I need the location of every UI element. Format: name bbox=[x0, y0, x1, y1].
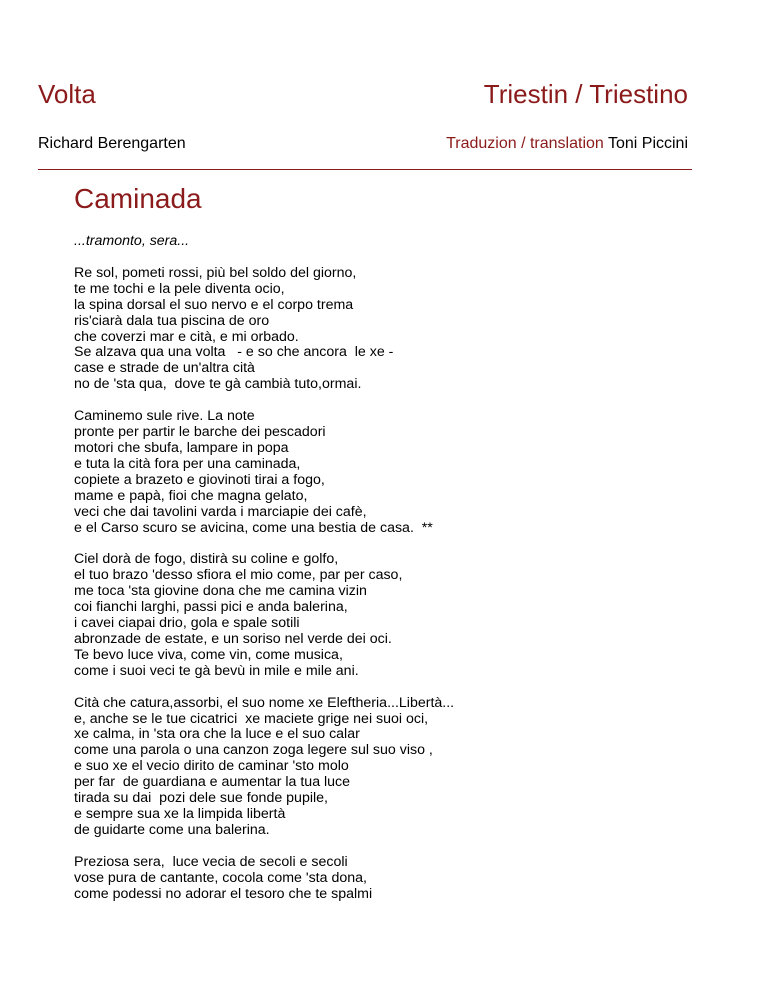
poem-line: e el Carso scuro se avicina, come una bestia de casa. ** bbox=[74, 519, 433, 536]
poem-title: Caminada bbox=[74, 183, 202, 214]
poem-line: Ciel dorà de fogo, distirà su coline e golfo, bbox=[74, 551, 339, 568]
header-divider bbox=[38, 169, 692, 170]
poem-line: tirada su dai pozi dele sue fonde pupile, bbox=[74, 790, 328, 807]
poem-line: abronzade de estate, e un soriso nel verde dei oci. bbox=[74, 630, 392, 647]
poem-line: Caminemo sule rive. La note bbox=[74, 408, 255, 425]
poem-line: motori che sbufa, lampare in popa bbox=[74, 439, 289, 456]
poem-line: pronte per partir le barche dei pescadori bbox=[74, 424, 326, 441]
poem-line: come podessi no adorar el tesoro che te spalmi bbox=[74, 885, 373, 902]
poem-line: e suo xe el vecio dirito de caminar 'sto molo bbox=[74, 758, 349, 775]
poem-stanza bbox=[74, 266, 714, 393]
poem-line: veci che dai tavolini varda i marciapie dei cafè, bbox=[74, 503, 367, 520]
language-title: Triestin / Triestino bbox=[483, 79, 688, 109]
translation-credit bbox=[446, 135, 688, 153]
poem-line: la spina dorsal el suo nervo e el corpo trema bbox=[74, 296, 354, 313]
poem-stanza bbox=[74, 552, 714, 679]
poem-line: per far de guardiana e aumentar la tua luce bbox=[74, 774, 351, 791]
poem-line: che coverzi mar e cità, e mi orbado. bbox=[74, 328, 299, 345]
poem-line: e sempre sua xe la limpida libertà bbox=[74, 806, 286, 822]
poem-stanzas bbox=[74, 266, 714, 903]
poem-line: Re sol, pometi rossi, più bel soldo del giorno, bbox=[74, 264, 357, 281]
book-title: Volta bbox=[38, 79, 96, 109]
translation-label: Traduzion / translation bbox=[446, 135, 604, 152]
poem-stanza bbox=[74, 409, 714, 536]
author-name: Richard Berengarten bbox=[38, 135, 186, 152]
poem-line: copiete a brazeto e giovinoti tirai a fogo, bbox=[74, 471, 325, 488]
poem-line: Cità che catura,assorbi, el suo nome xe Eleftheria...Libertà... bbox=[74, 694, 455, 711]
poem-line: come una parola o una canzon zoga legere sul suo viso , bbox=[74, 742, 433, 759]
poem-line: no de 'sta qua, dove te gà cambià tuto,ormai. bbox=[74, 376, 362, 393]
poem-line: me toca 'sta giovine dona che me camina vizin bbox=[74, 583, 367, 600]
poem-line: coi fianchi larghi, passi pici e anda balerina, bbox=[74, 599, 348, 616]
poem-line: Preziosa sera, luce vecia de secoli e secoli bbox=[74, 853, 348, 870]
poem-body bbox=[74, 234, 714, 919]
poem-line: de guidarte come una balerina. bbox=[74, 821, 270, 838]
poem-line: come i suoi veci te gà bevù in mile e mile ani. bbox=[74, 662, 359, 679]
poem-line: case e strade de un'altra cità bbox=[74, 360, 255, 377]
poem-line: el tuo brazo 'desso sfiora el mio come, par per caso, bbox=[74, 567, 403, 584]
poem-line: mame e papà, fioi che magna gelato, bbox=[74, 487, 308, 504]
poem-line: vose pura de cantante, cocola come 'sta dona, bbox=[74, 869, 367, 886]
poem-line: e tuta la cità fora per una caminada, bbox=[74, 455, 301, 472]
poem-line: i cavei ciapai drio, gola e spale sotili bbox=[74, 615, 300, 632]
poem-line: te me tochi e la pele diventa ocio, bbox=[74, 280, 285, 297]
poem-line: Te bevo luce viva, come vin, come musica, bbox=[74, 646, 343, 663]
poem-epigraph: ...tramonto, sera... bbox=[74, 233, 190, 249]
poem-line: xe calma, in 'sta ora che la luce e el suo calar bbox=[74, 726, 360, 743]
poem-line: e, anche se le tue cicatrici xe maciete grige nei suoi oci, bbox=[74, 710, 429, 727]
translator-name: Toni Piccini bbox=[607, 135, 688, 152]
poem-stanza bbox=[74, 696, 714, 839]
poem-stanza bbox=[74, 855, 714, 903]
poem-line: ris'ciarà dala tua piscina de oro bbox=[74, 312, 270, 329]
poem-line: Se alzava qua una volta - e so che ancora le xe - bbox=[74, 344, 394, 361]
